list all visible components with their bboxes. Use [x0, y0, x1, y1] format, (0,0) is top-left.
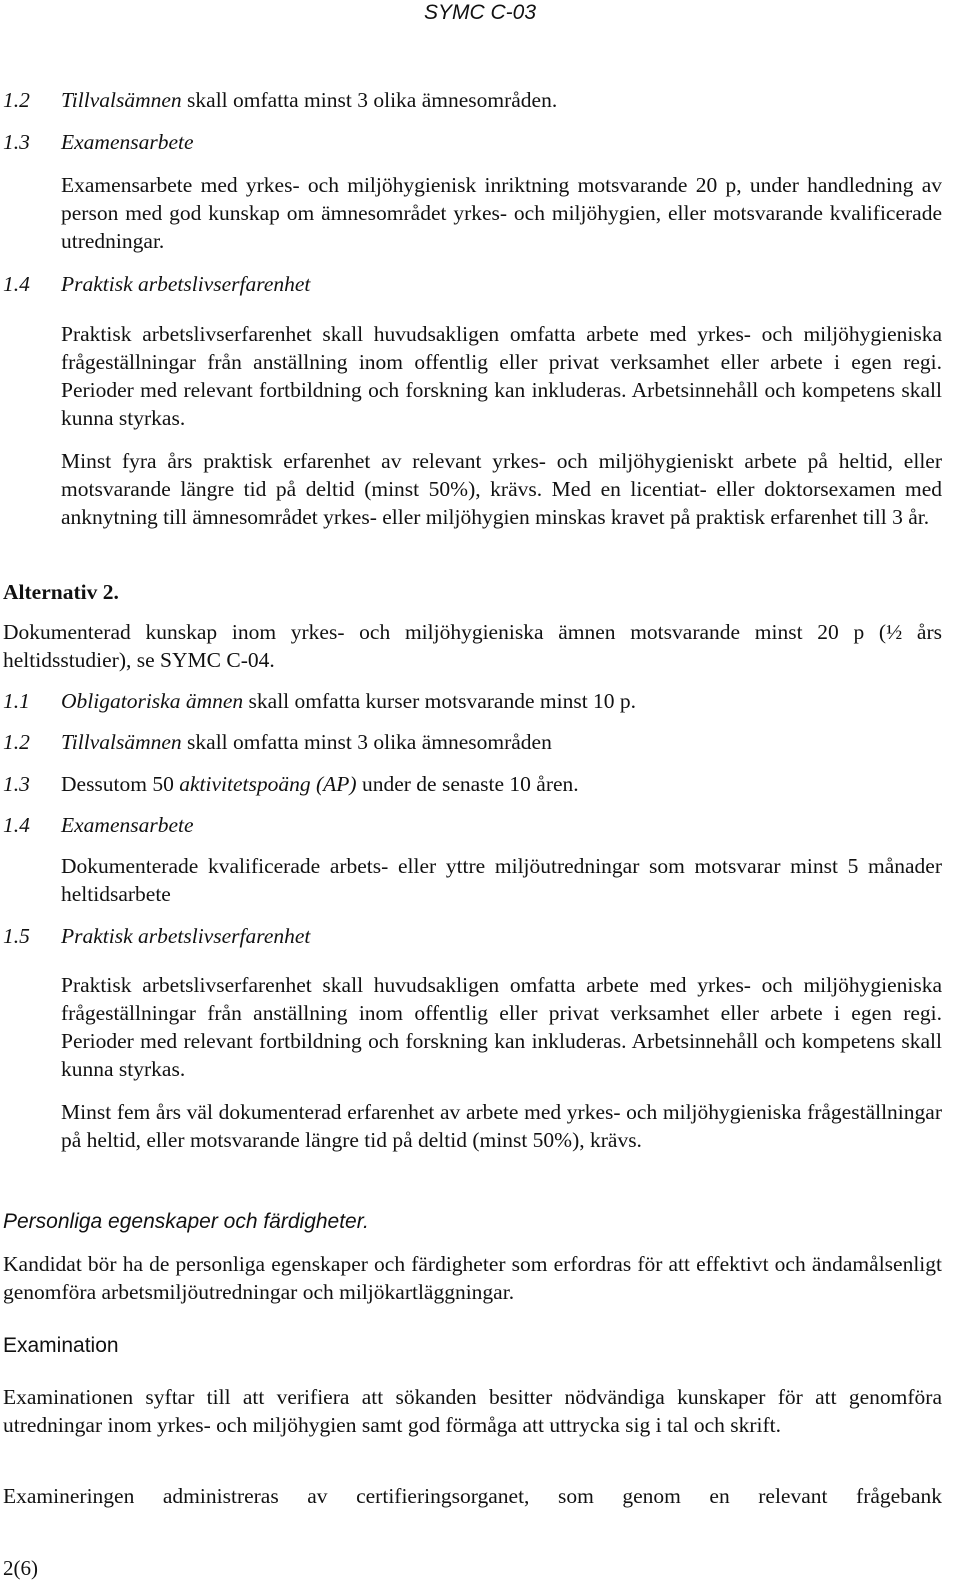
term-pre: Dessutom 50 — [61, 772, 180, 796]
term-rest: skall omfatta minst 3 olika ämnesområden. — [181, 88, 558, 112]
document-code-header: SYMC C-03 — [423, 1, 537, 24]
term: Tillvalsämnen — [61, 88, 182, 112]
section-number: 1.3 — [3, 772, 30, 796]
section-line — [61, 86, 557, 114]
section-line — [61, 770, 579, 798]
section-number: 1.4 — [3, 813, 30, 837]
term-rest: skall omfatta minst 3 olika ämnesområden — [181, 730, 552, 754]
section-number: 1.2 — [3, 88, 30, 112]
section-paragraph: Examensarbete med yrkes- och miljöhygienisk inriktning motsvarande 20 p, under handledning av person med god kunskap om ämnesområdet yrkes- och miljöhygien, eller motsvarande kvalificerade utredningar. — [61, 173, 942, 253]
term: Tillvalsämnen — [61, 730, 182, 754]
alternative-heading: Alternativ 2. — [3, 580, 119, 604]
section-number: 1.3 — [3, 130, 30, 154]
section-title: Examensarbete — [61, 813, 194, 837]
section-paragraph: Minst fem års väl dokumenterad erfarenhet av arbete med yrkes- och miljöhygieniska frågeställningar på heltid, eller motsvarande längre tid på deltid (minst 50%), krävs. — [61, 1100, 942, 1152]
examination-paragraph: Examinationen syftar till att verifiera att sökanden besitter nödvändiga kunskaper för att genomföra utredningar inom yrkes- och miljöhygien samt god förmåga att uttrycka sig i tal och skrift. — [3, 1385, 942, 1437]
section-number: 1.1 — [3, 689, 30, 713]
term: aktivitetspoäng (AP) — [179, 772, 357, 796]
section-paragraph: Praktisk arbetslivserfarenhet skall huvudsakligen omfatta arbete med yrkes- och miljöhygieniska frågeställningar från anställning inom offentlig eller privat verksamhet eller arbete i egen regi. Perioder med relevant fortbildning och forskning kan inkluderas. Arbetsinnehåll och kompetens skall kunna styrkas. — [61, 322, 942, 430]
section-number: 1.5 — [3, 924, 30, 948]
personal-paragraph: Kandidat bör ha de personliga egenskaper och färdigheter som erfordras för att effektivt och ändamålsenligt genomföra arbetsmiljöutredningar och miljökartläggningar. — [3, 1252, 942, 1304]
examination-paragraph: Examineringen administreras av certifieringsorganet, som genom en relevant frågebank — [3, 1484, 942, 1508]
section-line — [61, 687, 636, 715]
section-number: 1.2 — [3, 730, 30, 754]
section-title: Praktisk arbetslivserfarenhet — [61, 272, 311, 296]
alternative-intro: Dokumenterad kunskap inom yrkes- och miljöhygieniska ämnen motsvarande minst 20 p (½ års heltidsstudier), se SYMC C-04. — [3, 620, 942, 672]
personal-heading: Personliga egenskaper och färdigheter. — [3, 1210, 369, 1233]
section-number: 1.4 — [3, 272, 30, 296]
section-paragraph: Praktisk arbetslivserfarenhet skall huvudsakligen omfatta arbete med yrkes- och miljöhygieniska frågeställningar från anställning inom offentlig eller privat verksamhet eller arbete i egen regi. Perioder med relevant fortbildning och forskning kan inkluderas. Arbetsinnehåll och kompetens skall kunna styrkas. — [61, 973, 942, 1081]
term: Obligatoriska ämnen — [61, 689, 244, 713]
section-title: Praktisk arbetslivserfarenhet — [61, 924, 311, 948]
section-paragraph: Dokumenterade kvalificerade arbets- eller yttre miljöutredningar som motsvarar minst 5 månader heltidsarbete — [61, 854, 942, 906]
section-line — [61, 728, 552, 756]
section-paragraph: Minst fyra års praktisk erfarenhet av relevant yrkes- och miljöhygieniskt arbete på heltid, eller motsvarande längre tid på deltid (minst 50%), krävs. Med en licentiat- eller doktorsexamen med anknytning till ämnesområdet yrkes- eller miljöhygien minskas kravet på praktisk erfarenhet till 3 år. — [61, 449, 942, 529]
term-rest: skall omfatta kurser motsvarande minst 10 p. — [243, 689, 637, 713]
page-number: 2(6) — [3, 1556, 38, 1580]
term-rest: under de senaste 10 åren. — [356, 772, 579, 796]
section-title: Examensarbete — [61, 130, 194, 154]
examination-heading: Examination — [3, 1334, 119, 1357]
